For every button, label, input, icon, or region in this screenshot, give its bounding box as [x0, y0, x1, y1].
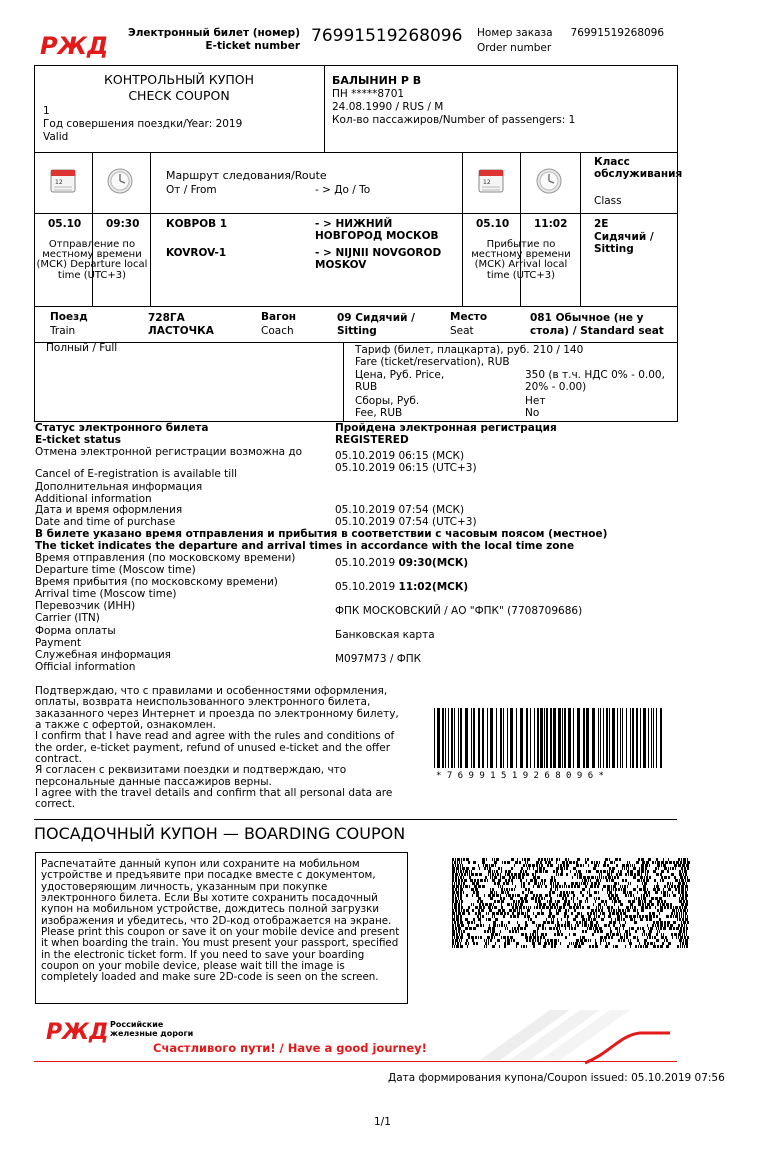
- slogan: Счастливого пути! / Have a good journey!: [153, 1041, 427, 1055]
- arr-time: 11:02: [534, 218, 568, 230]
- to-label: - > До / To: [315, 184, 371, 197]
- seat-label-en: Seat: [450, 324, 474, 337]
- passenger-birth: 24.08.1990 / RUS / M: [332, 101, 444, 114]
- payment-value: Банковская карта: [335, 629, 435, 641]
- qr-code: [452, 858, 690, 950]
- seat-value: 081 Обычное (не у стола) / Standard seat: [530, 312, 664, 337]
- to-station-en: - > NIJNII NOVGOROD MOSKOV: [315, 247, 442, 271]
- agreement-p3: Я согласен с реквизитами поездки и подтверждаю, что персональные данные пассажиров верны.: [35, 764, 347, 788]
- agreement-p2: I confirm that I have read and agree with the rules and conditions of the order, e-ticket payment, refund of unused e-ticket and the offer contract.: [35, 730, 395, 765]
- coach-label-ru: Вагон: [261, 311, 297, 323]
- cancel-value-2: 05.10.2019 06:15 (UTC+3): [335, 461, 477, 474]
- to-station-ru: - > НИЖНИЙ НОВГОРОД МОСКОВ: [315, 218, 439, 242]
- clock-icon: [536, 168, 562, 198]
- cancel-value-1: 05.10.2019 06:15 (МСК): [335, 450, 465, 462]
- price-value: 350 (в т.ч. НДС 0% - 0.00, 20% - 0.00): [525, 369, 665, 393]
- arr-msk-label-ru: Время прибытия (по московскому времени): [35, 576, 278, 588]
- fee-label: Сборы, Руб. Fee, RUB: [355, 395, 420, 419]
- from-label: От / From: [166, 184, 217, 197]
- route-label: Маршрут следования/Route: [166, 169, 327, 182]
- carrier-value: ФПК МОСКОВСКИЙ / АО "ФПК" (7708709686): [335, 605, 583, 617]
- boarding-instructions: Распечатайте данный купон или сохраните на мобильном устройстве и предъявите при посадке вместе с документом, удостоверяющим личность, указанным при покупке электронного билета. Если Вы хотите сохранить посадочный купон на мобильном устройстве, дождитесь полной загрузки изображения и убедитесь, что 2D-код отображается на экране. Please print this coupon or save it on your mobile device and present it when boarding the train. You must present your passport, specified in the electronic ticket form. If you need to save your boarding coupon on your mobile device, please wait till the image is completely loaded and make sure 2D-code is seen on the screen.: [41, 858, 400, 984]
- dep-msk-date: 05.10.2019: [335, 557, 396, 569]
- svg-text:12: 12: [55, 179, 63, 186]
- coach-value: 09 Сидячий / Sitting: [337, 312, 415, 337]
- dep-msk-label-ru: Время отправления (по московскому времени): [35, 552, 296, 564]
- seat-label-ru: Место: [450, 311, 488, 323]
- train-value: 728ГА ЛАСТОЧКА: [148, 312, 214, 337]
- add-label-en: Additional information: [35, 492, 152, 505]
- dep-note: Отправление по местному времени (МСК) Departure local time (UTC+3): [36, 239, 148, 281]
- svg-text:РЖД: РЖД: [40, 32, 109, 60]
- official-value: М097М73 / ФПК: [335, 653, 422, 665]
- train-label-ru: Поезд: [50, 311, 88, 323]
- carrier-label-en: Carrier (ITN): [35, 611, 100, 624]
- dep-msk-label-en: Departure time (Moscow time): [35, 563, 196, 576]
- barcode-text: * 7 6 9 9 1 5 1 9 2 6 8 0 9 6 *: [436, 771, 604, 781]
- purchase-label-en: Date and time of purchase: [35, 515, 176, 528]
- from-station-ru: КОВРОВ 1: [166, 218, 228, 230]
- fare-tariff-en: Fare (ticket/reservation), RUB: [355, 355, 510, 368]
- company-line1: Российские: [110, 1020, 164, 1029]
- class-label-ru: Класс обслуживания: [594, 156, 683, 180]
- coupon-number: 1: [43, 105, 50, 117]
- arr-msk-label-en: Arrival time (Moscow time): [35, 587, 177, 600]
- fare-type: Полный / Full: [46, 342, 118, 354]
- fee-value: Нет No: [525, 395, 546, 419]
- coupon-valid: Valid: [43, 130, 69, 143]
- dep-date: 05.10: [48, 218, 82, 230]
- boarding-title: ПОСАДОЧНЫЙ КУПОН — BOARDING COUPON: [34, 824, 406, 843]
- arr-note: Прибытие по местному времени (МСК) Arrival local time (UTC+3): [471, 239, 571, 281]
- train-label-en: Train: [50, 324, 76, 337]
- status-label-ru: Статус электронного билета: [35, 422, 209, 434]
- company-line2: железные дороги: [110, 1029, 194, 1039]
- cancel-label-ru: Отмена электронной регистрации возможна до: [35, 446, 303, 458]
- decor-swoosh: [470, 1005, 680, 1065]
- passenger-doc: ПН *****8701: [332, 88, 405, 101]
- class-value: 2Е: [594, 218, 609, 230]
- arr-date: 05.10: [476, 218, 510, 230]
- order-number: 76991519268096: [570, 27, 665, 39]
- coupon-year: Год совершения поездки/Year: 2019: [43, 117, 243, 130]
- official-label-en: Official information: [35, 660, 136, 673]
- arr-msk-time: 11:02(МСК): [398, 581, 469, 593]
- coupon-issued: Дата формирования купона/Coupon issued: 05.10.2019 07:56: [388, 1072, 725, 1084]
- agreement-p1: Подтверждаю, что с правилами и особенностями оформления, оплаты, возврата неиспользованного электронного билета, заказанного через Интернет и проезда по электронному билету, а также с офертой, ознакомлен.: [35, 685, 399, 731]
- status-value-en: REGISTERED: [335, 433, 409, 446]
- svg-text:12: 12: [483, 179, 491, 186]
- barcode: [434, 708, 666, 768]
- coupon-title-ru: КОНТРОЛЬНЫЙ КУПОН: [104, 72, 254, 87]
- payment-label-ru: Форма оплаты: [35, 625, 116, 637]
- purchase-label-ru: Дата и время оформления: [35, 504, 183, 516]
- passenger-count: Кол-во пассажиров/Number of passengers: 1: [332, 113, 576, 126]
- class-label-en: Class: [594, 195, 622, 207]
- official-label-ru: Служебная информация: [35, 649, 172, 661]
- eticket-number: 76991519268096: [311, 26, 463, 46]
- eticket-label-ru: Электронный билет (номер): [127, 27, 300, 39]
- coach-label-en: Coach: [261, 324, 294, 337]
- agreement-p4: I agree with the travel details and confirm that all personal data are correct.: [35, 786, 393, 811]
- from-station-en: KOVROV-1: [166, 247, 227, 259]
- add-label-ru: Дополнительная информация: [35, 481, 203, 493]
- cancel-label-en: Cancel of E-registration is available till: [35, 468, 238, 480]
- status-label-en: E-ticket status: [35, 433, 121, 446]
- calendar-icon: [50, 167, 76, 197]
- dep-time: 09:30: [106, 218, 140, 230]
- eticket-label-en: E-ticket number: [205, 39, 300, 52]
- order-label-ru: Номер заказа: [477, 27, 553, 39]
- class-desc: Сидячий / Sitting: [594, 231, 654, 255]
- carrier-label-ru: Перевозчик (ИНН): [35, 600, 136, 612]
- status-value-ru: Пройдена электронная регистрация: [335, 422, 557, 434]
- purchase-value-2: 05.10.2019 07:54 (UTC+3): [335, 515, 477, 528]
- order-label-en: Order number: [477, 41, 552, 54]
- page-number: 1/1: [374, 1116, 391, 1128]
- arr-msk-date: 05.10.2019: [335, 581, 396, 593]
- clock-icon: [107, 168, 133, 198]
- passenger-name: БАЛЫНИН Р В: [332, 74, 422, 87]
- coupon-title-en: CHECK COUPON: [128, 88, 230, 103]
- tz-note-ru: В билете указано время отправления и прибытия в соответствии с часовым поясом (местное): [35, 528, 608, 540]
- rzd-logo-text: РЖД: [46, 1020, 109, 1045]
- calendar-icon: [478, 167, 504, 197]
- rzd-logo: [44, 1017, 109, 1045]
- purchase-value-1: 05.10.2019 07:54 (МСК): [335, 504, 465, 516]
- price-label: Цена, Руб. Price, RUB: [355, 369, 445, 393]
- tz-note-en: The ticket indicates the departure and arrival times in accordance with the local time zone: [35, 539, 575, 552]
- payment-label-en: Payment: [35, 636, 81, 649]
- dep-msk-time: 09:30(МСК): [398, 557, 469, 569]
- fare-tariff: Тариф (билет, плацкарта), руб. 210 / 140: [355, 344, 584, 356]
- rzd-logo: [38, 28, 109, 60]
